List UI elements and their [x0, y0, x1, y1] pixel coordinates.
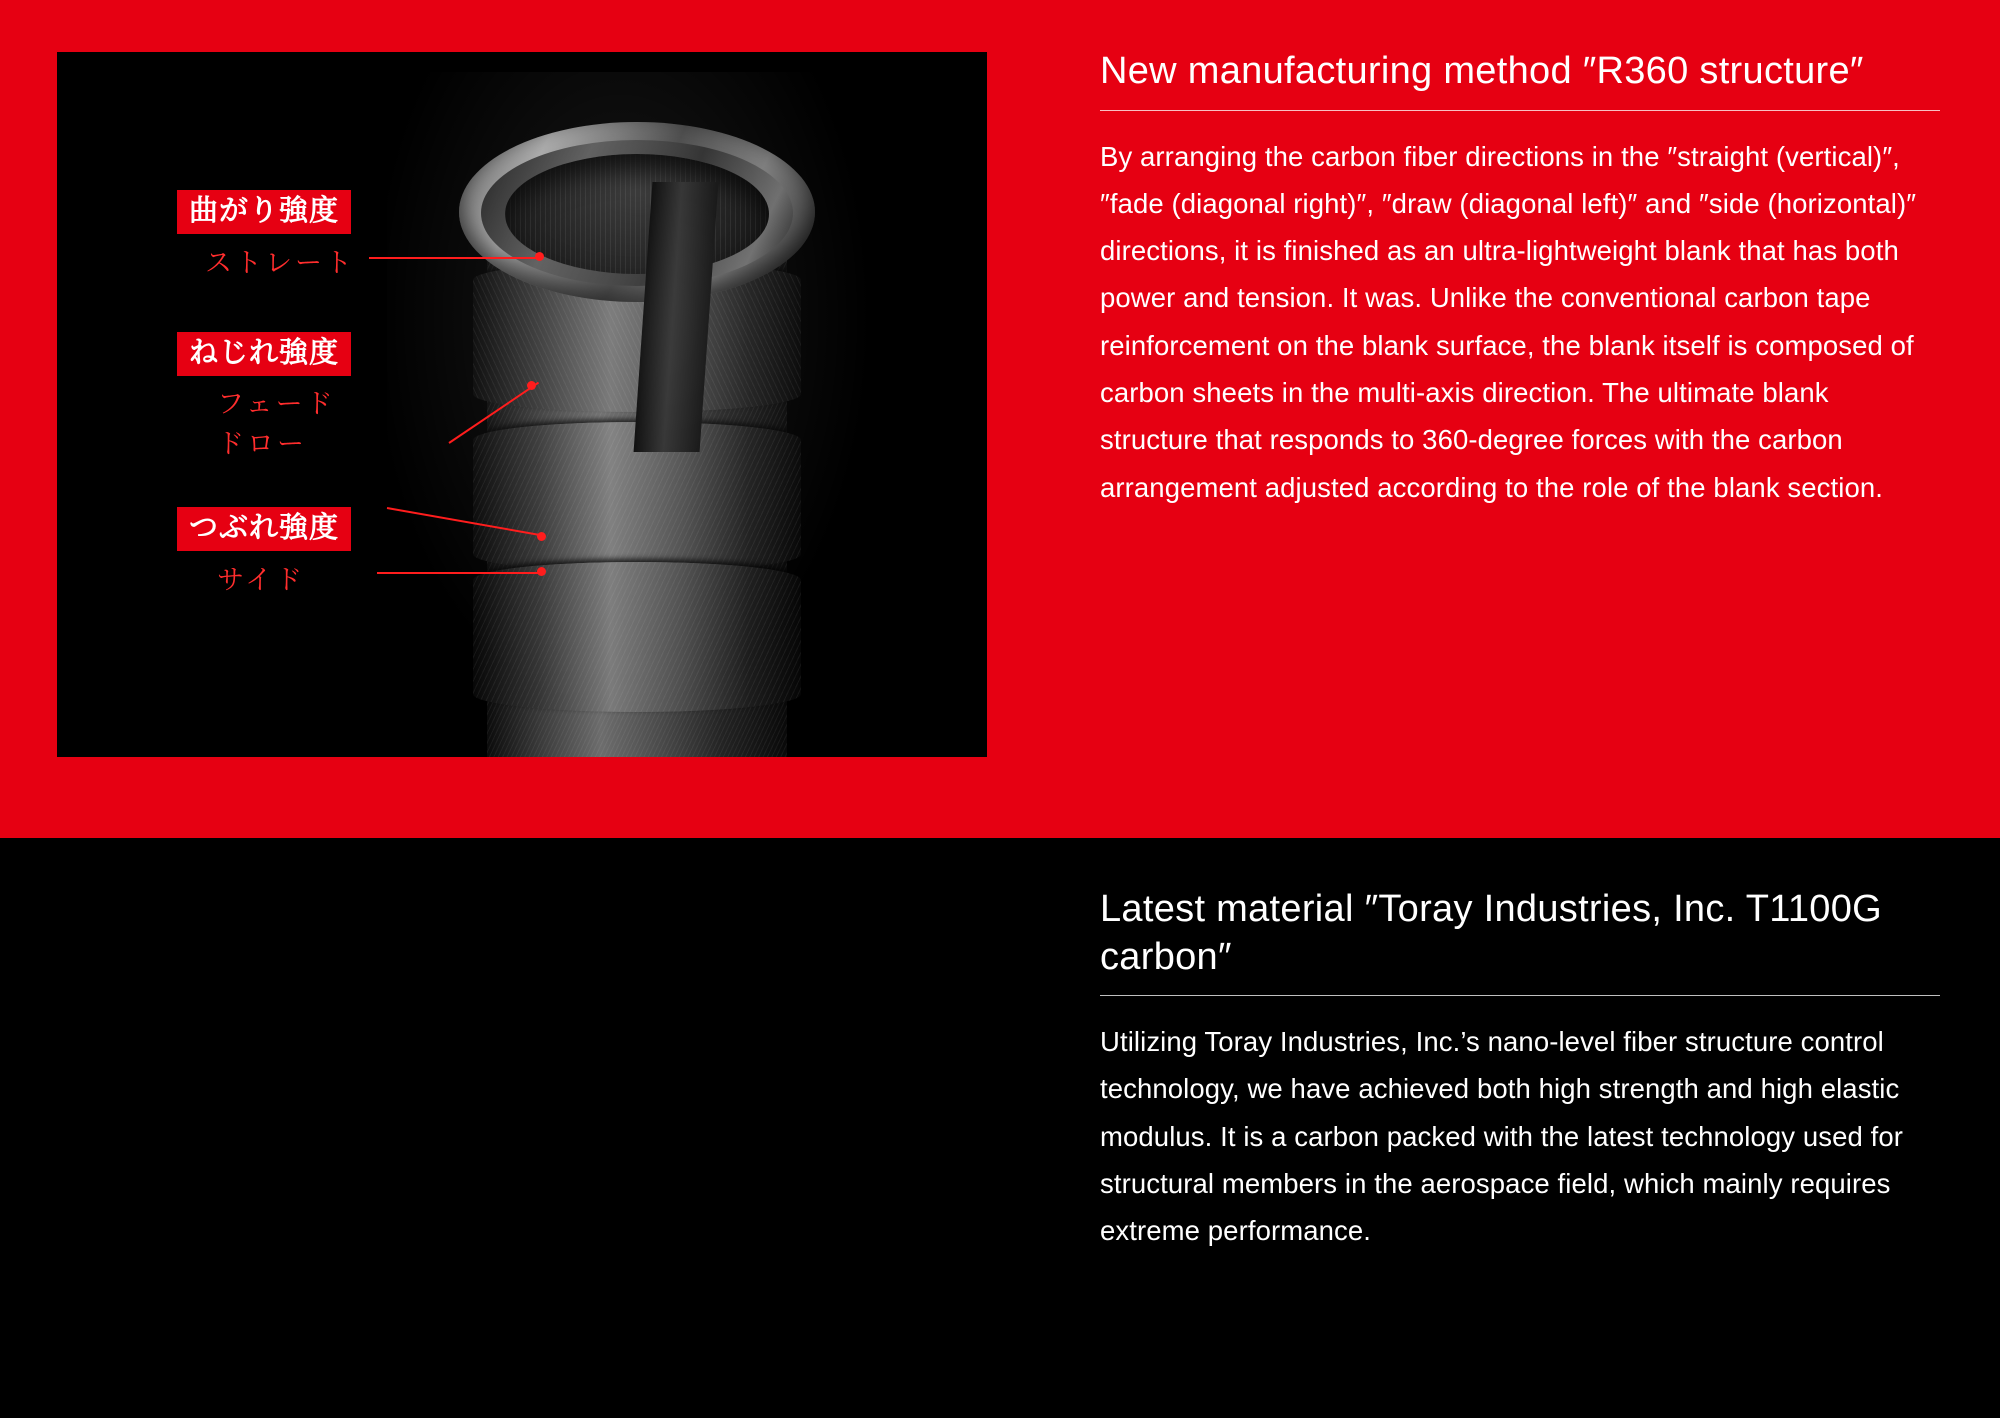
leader-dot-straight	[535, 252, 544, 261]
callout-tag-torsional-strength: ねじれ強度	[177, 332, 351, 376]
callout-label-straight: ストレート	[205, 248, 355, 278]
section-t1100g-heading: Latest material ″Toray Industries, Inc. T1100G carbon″	[1100, 888, 1882, 978]
leader-line-side	[377, 572, 541, 574]
leader-dot-draw	[537, 532, 546, 541]
leader-dot-fade	[527, 381, 536, 390]
section-t1100g-text	[1100, 886, 1940, 1254]
figure-illustration	[57, 52, 987, 757]
callout-tag-crush-strength: つぶれ強度	[177, 507, 351, 551]
callout-tag-bending-strength: 曲がり強度	[177, 190, 351, 234]
section-t1100g-body: Utilizing Toray Industries, Inc.’s nano-level fiber structure control technology, we have achieved both high strength and high elastic modulus. It is a carbon packed with the latest technology used for structural members in the aerospace field, which mainly requires extreme performance.	[1100, 1026, 1904, 1247]
carbon-blank-figure	[57, 52, 987, 757]
leader-dot-side	[537, 567, 546, 576]
rod-tube-bore	[505, 154, 769, 274]
section-r360-body: By arranging the carbon fiber directions in the ″straight (vertical)″, ″fade (diagonal right)″, ″draw (diagonal left)″ and ″side (horizontal)″ directions, it is finished as an ultra-lightweight blank that has both power and tension. It was. Unlike the conventional carbon tape reinforcement on the blank surface, the blank itself is composed of carbon sheets in the multi-axis direction. The ultimate blank structure that responds to 360-degree forces with the carbon arrangement adjusted according to the role of the blank section.	[1100, 140, 1917, 503]
section-t1100g-divider	[1100, 995, 1940, 996]
callout-label-fade: フェード	[217, 389, 336, 419]
callout-label-draw: ドロー	[217, 429, 307, 459]
callout-label-side: サイド	[217, 565, 306, 595]
section-r360-text	[1100, 48, 1940, 511]
rod-segment-lower	[473, 562, 801, 712]
section-r360-divider	[1100, 110, 1940, 111]
section-r360-heading: New manufacturing method ″R360 structure″	[1100, 50, 1864, 92]
leader-line-straight	[369, 257, 539, 259]
rod-illustration	[447, 92, 827, 757]
